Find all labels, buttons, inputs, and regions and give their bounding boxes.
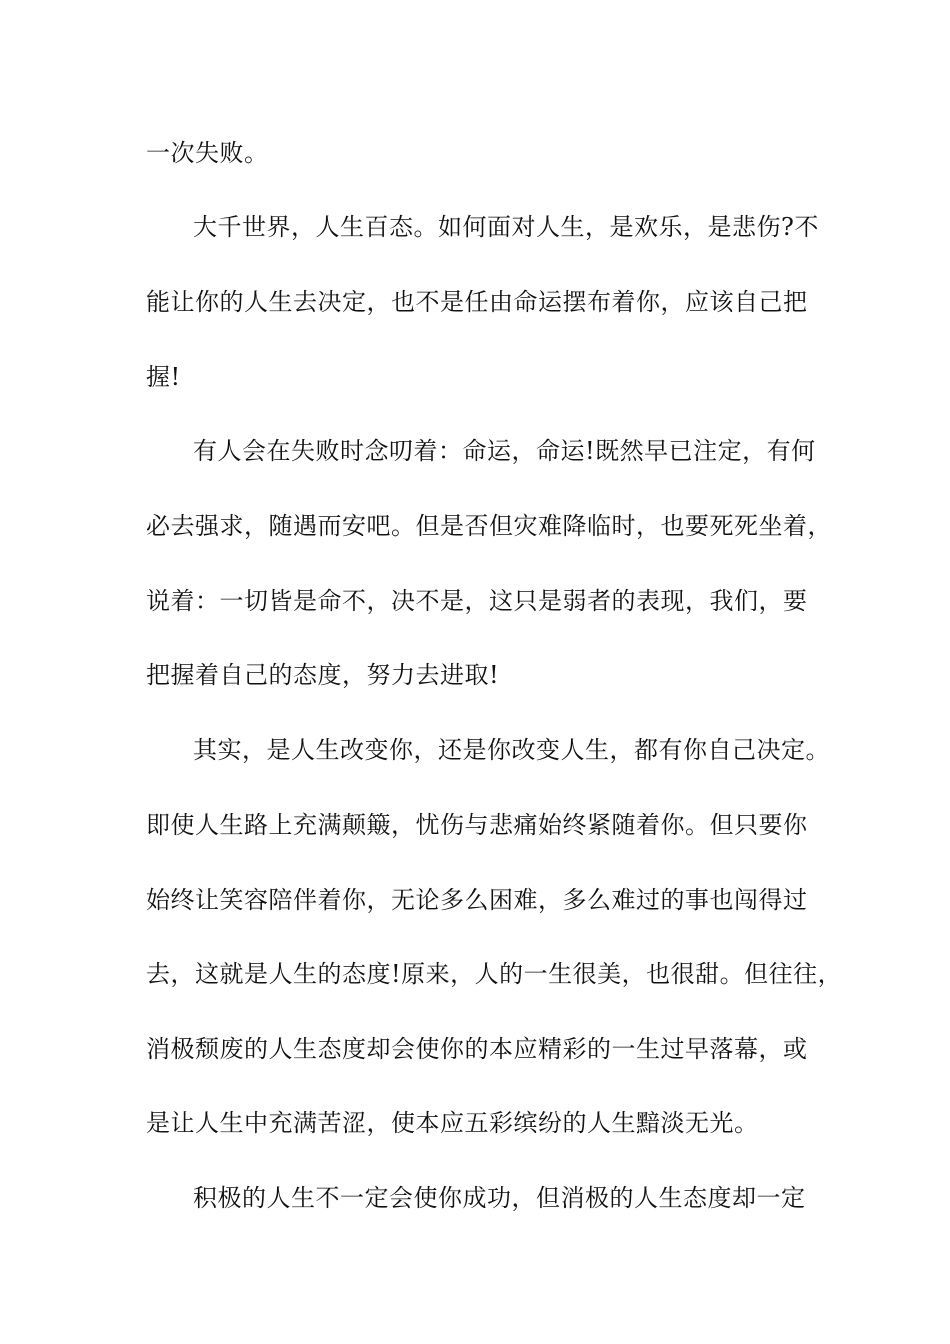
text-line: 必去强求，随遇而安吧。但是否但灾难降临时，也要死死坐着， [146,512,832,540]
text-line: 握! [146,363,181,391]
text-line: 即使人生路上充满颠簸，忧伤与悲痛始终紧随着你。但只要你 [146,811,808,839]
text-line: 能让你的人生去决定，也不是任由命运摆布着你，应该自己把 [146,288,808,316]
paragraph-start-line: 有人会在失败时念叨着：命运，命运!既然早已注定，有何 [193,437,816,465]
paragraph-start-line: 积极的人生不一定会使你成功，但消极的人生态度却一定 [193,1184,806,1212]
text-line: 说着：一切皆是命不，决不是，这只是弱者的表现，我们，要 [146,587,808,615]
text-line: 始终让笑容陪伴着你，无论多么困难，多么难过的事也闯得过 [146,886,808,914]
text-line: 是让人生中充满苦涩，使本应五彩缤纷的人生黯淡无光。 [146,1109,759,1137]
paragraph-start-line: 大千世界，人生百态。如何面对人生，是欢乐，是悲伤?不 [193,213,819,241]
text-line: 一次失败。 [146,139,269,167]
text-line: 去，这就是人生的态度!原来，人的一生很美，也很甜。但往往， [146,960,843,988]
paragraph-start-line: 其实，是人生改变你，还是你改变人生，都有你自己决定。 [193,736,830,764]
text-line: 消极颓废的人生态度却会使你的本应精彩的一生过早落幕，或 [146,1035,808,1063]
text-line: 把握着自己的态度，努力去进取! [146,661,500,689]
